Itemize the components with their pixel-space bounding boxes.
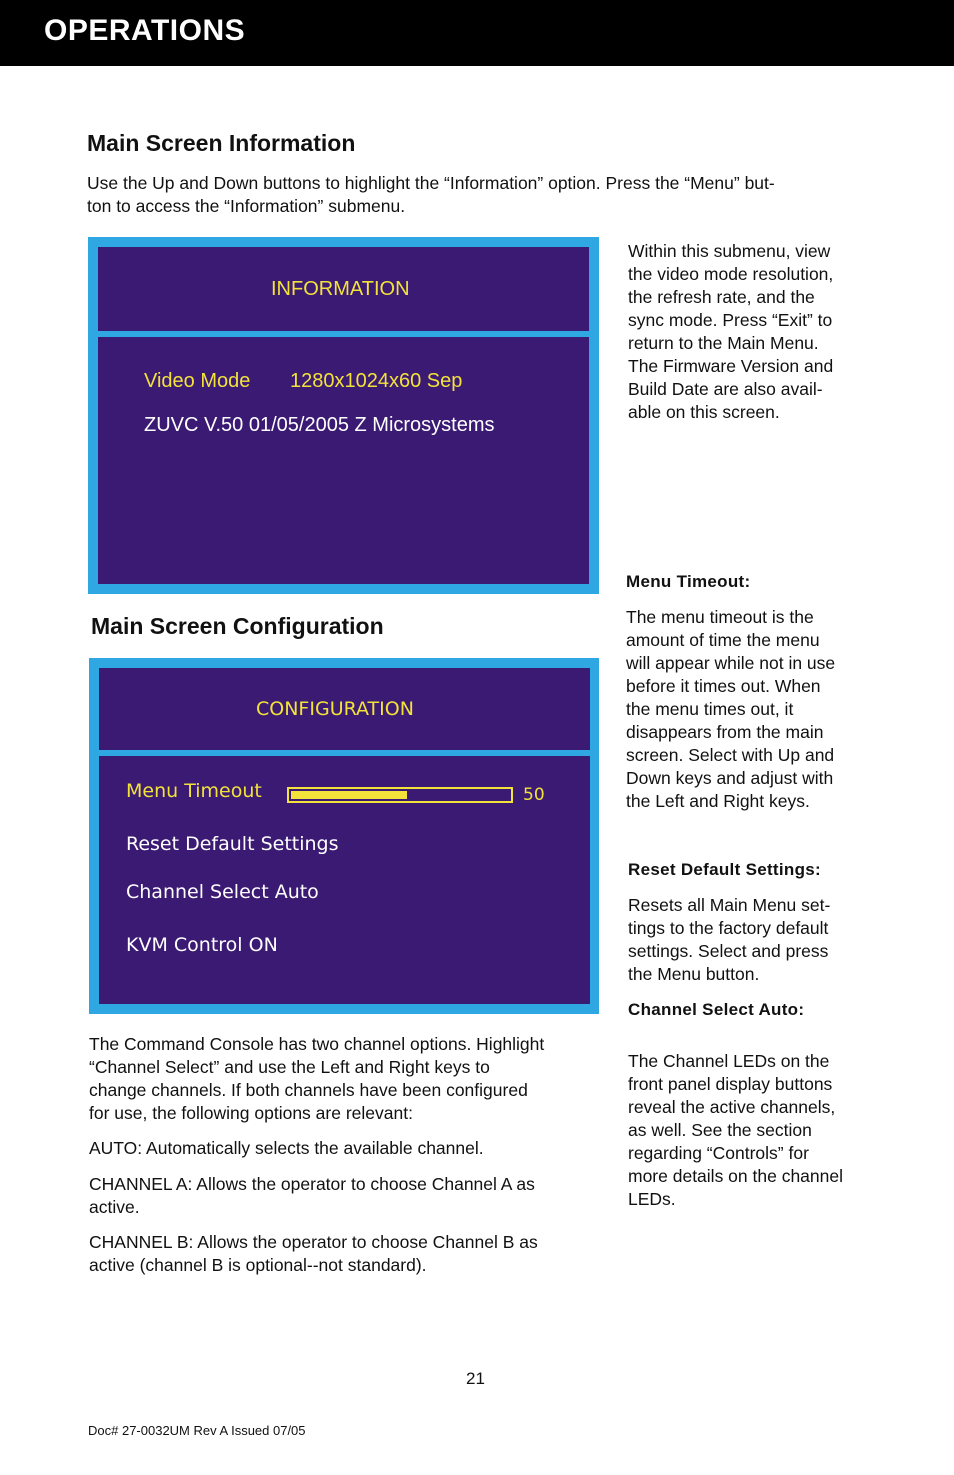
menu-timeout-line: The menu timeout is the	[626, 607, 814, 627]
channel-select-label: Channel Select Auto	[126, 881, 319, 903]
menu-timeout-line: amount of time the menu	[626, 630, 820, 650]
config-body-line: change channels. If both channels have been configured	[89, 1080, 528, 1100]
info-side-text	[628, 240, 878, 424]
kvm-control-label: KVM Control ON	[126, 934, 278, 956]
menu-timeout-line: the Left and Right keys.	[626, 791, 810, 811]
reset-defaults-line: the Menu button.	[628, 964, 760, 984]
menu-timeout-line: the menu times out, it	[626, 699, 794, 719]
page-number: 21	[466, 1369, 485, 1388]
channel-select-line: LEDs.	[628, 1189, 676, 1209]
config-body-line: “Channel Select” and use the Left and Right keys to	[89, 1057, 490, 1077]
channel-select-line: regarding “Controls” for	[628, 1143, 809, 1163]
reset-defaults-line: settings. Select and press	[628, 941, 829, 961]
info-heading: Main Screen Information	[87, 130, 356, 156]
menu-timeout-slider-fill	[291, 791, 407, 799]
information-osd-body	[98, 337, 589, 584]
channel-select-line: front panel display buttons	[628, 1074, 833, 1094]
channel-b-line: active (channel B is optional--not standard).	[89, 1255, 427, 1275]
configuration-osd-screen	[89, 658, 599, 1014]
info-side-line: able on this screen.	[628, 402, 780, 422]
channel-b-option-text	[89, 1231, 609, 1277]
video-mode-value: 1280x1024x60 Sep	[290, 370, 463, 392]
config-body-line: The Command Console has two channel options. Highlight	[89, 1034, 545, 1054]
document-id: Doc# 27-0032UM Rev A Issued 07/05	[88, 1423, 306, 1438]
reset-defaults-line: tings to the factory default	[628, 918, 829, 938]
info-intro	[87, 172, 775, 218]
channel-a-option-text	[89, 1173, 609, 1219]
config-body-line: for use, the following options are relevant:	[89, 1103, 413, 1123]
page-title: OPERATIONS	[44, 14, 246, 47]
menu-timeout-slider	[287, 787, 513, 803]
auto-option-text: AUTO: Automatically selects the available channel.	[89, 1138, 484, 1158]
menu-timeout-line: disappears from the main	[626, 722, 824, 742]
channel-a-line: CHANNEL A: Allows the operator to choose Channel A as	[89, 1174, 535, 1194]
reset-defaults-line: Resets all Main Menu set-	[628, 895, 831, 915]
channel-b-line: CHANNEL B: Allows the operator to choose Channel B as	[89, 1232, 538, 1252]
channel-select-line: as well. See the section	[628, 1120, 812, 1140]
channel-select-heading: Channel Select Auto:	[628, 1000, 805, 1019]
info-intro-line: Use the Up and Down buttons to highlight the “Information” option. Press the “Menu” but-	[87, 173, 775, 193]
menu-timeout-line: before it times out. When	[626, 676, 821, 696]
channel-select-line: reveal the active channels,	[628, 1097, 836, 1117]
info-side-line: return to the Main Menu.	[628, 333, 819, 353]
info-intro-line: ton to access the “Information” submenu.	[87, 196, 406, 216]
info-side-line: The Firmware Version and	[628, 356, 834, 376]
info-side-line: the refresh rate, and the	[628, 287, 815, 307]
information-osd-title: INFORMATION	[271, 278, 410, 300]
configuration-osd-title-bar	[99, 668, 590, 750]
channel-select-line: The Channel LEDs on the	[628, 1051, 830, 1071]
reset-defaults-heading: Reset Default Settings:	[628, 860, 821, 879]
menu-timeout-line: screen. Select with Up and	[626, 745, 835, 765]
firmware-line: ZUVC V.50 01/05/2005 Z Microsystems	[144, 414, 495, 436]
information-osd-title-bar	[98, 247, 589, 331]
info-side-line: Within this submenu, view	[628, 241, 831, 261]
reset-defaults-text	[628, 894, 888, 986]
menu-timeout-line: will appear while not in use	[626, 653, 836, 673]
menu-timeout-label: Menu Timeout	[126, 780, 262, 802]
channel-select-text	[628, 1050, 888, 1211]
configuration-osd-title: CONFIGURATION	[256, 698, 414, 720]
reset-default-label: Reset Default Settings	[126, 833, 339, 855]
video-mode-label: Video Mode	[144, 370, 251, 392]
information-osd-screen	[88, 237, 599, 594]
header-bar	[0, 0, 954, 66]
channel-a-line: active.	[89, 1197, 140, 1217]
config-body-paragraph	[89, 1033, 609, 1125]
info-side-line: Build Date are also avail-	[628, 379, 823, 399]
channel-select-line: more details on the channel	[628, 1166, 843, 1186]
config-heading: Main Screen Configuration	[91, 613, 384, 639]
menu-timeout-value: 50	[523, 785, 545, 805]
menu-timeout-line: Down keys and adjust with	[626, 768, 834, 788]
info-side-line: the video mode resolution,	[628, 264, 834, 284]
menu-timeout-text	[626, 606, 886, 813]
info-side-line: sync mode. Press “Exit” to	[628, 310, 833, 330]
menu-timeout-heading: Menu Timeout:	[626, 572, 751, 591]
